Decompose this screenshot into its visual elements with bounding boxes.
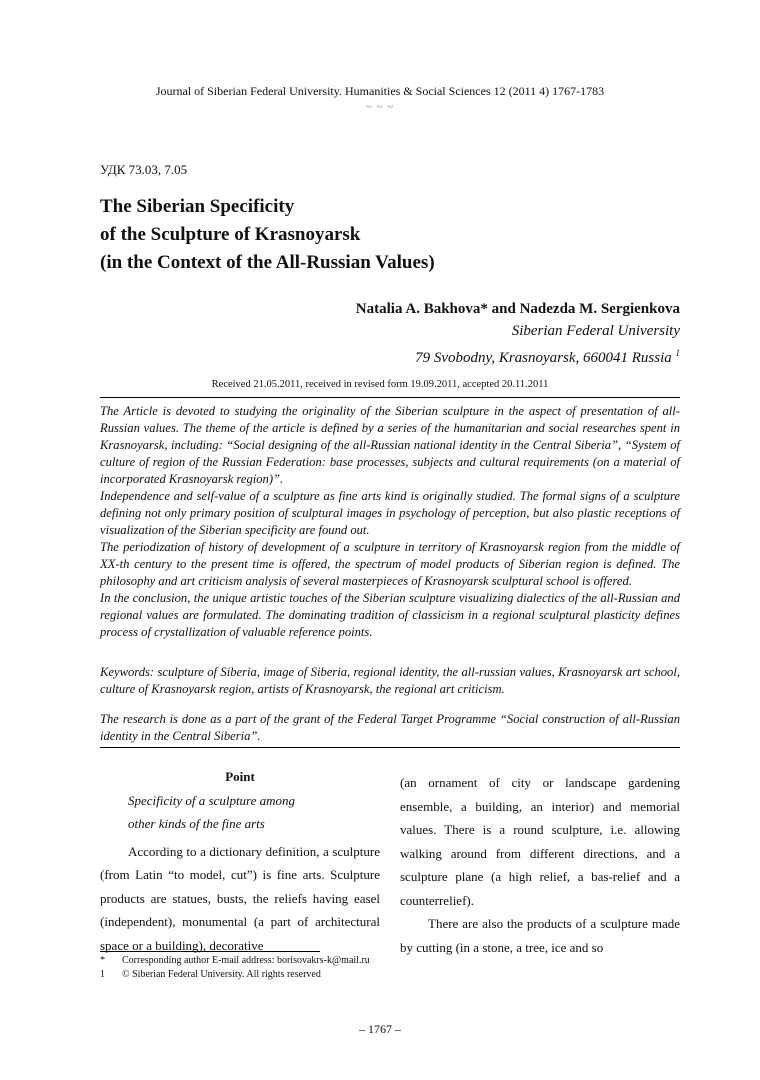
title-line-3: (in the Context of the All-Russian Values) xyxy=(100,252,435,273)
abstract-paragraph-3: The periodization of history of development of a sculpture in territory of Krasnoyarsk region from the middle of XX-th century to the present time is offered, the spectrum of model products of Siberian region is defined. The philosophy and art criticism analysis of several masterpieces of Krasnoyarsk sculptural school is offered. xyxy=(100,540,680,588)
udk-code: УДК 73.03, 7.05 xyxy=(100,162,188,177)
body-paragraph: There are also the products of a sculpture made by cutting (in a stone, a tree, ice and so xyxy=(400,916,680,955)
title-line-1: The Siberian Specificity xyxy=(100,196,295,217)
footnote-1-mark: * xyxy=(100,955,105,966)
footnote-2-mark: 1 xyxy=(100,969,105,980)
address-footnote-mark: 1 xyxy=(675,348,680,358)
header-ornament: ~ ~ ~ xyxy=(365,101,395,113)
footnote-rule xyxy=(100,951,320,952)
abstract-top-rule xyxy=(100,397,680,398)
author-address: 79 Svobodny, Krasnoyarsk, 660041 Russia xyxy=(415,350,672,366)
keywords: Keywords: sculpture of Siberia, image of Siberia, regional identity, the all-russian values, Krasnoyarsk art school, culture of Krasnoyarsk region, artists of Krasnoyarsk, the regional art criticism. xyxy=(100,665,680,696)
abstract-paragraph-2: Independence and self-value of a sculpture as fine arts kind is originally studied. The formal signs of a sculpture defining not only primary position of sculptural images in psychology of perception, but also plastic receptions of visualization of the Siberian specificity are found out. xyxy=(100,489,680,537)
title-line-2: of the Sculpture of Krasnoyarsk xyxy=(100,224,361,245)
article-title xyxy=(100,193,435,277)
section-subheading-line-1: Specificity of a sculpture among xyxy=(128,792,296,808)
section-subheading-line-2: other kinds of the fine arts xyxy=(128,816,265,831)
author-address-line xyxy=(356,342,680,369)
footnote-1-text: Corresponding author E-mail address: borisovakrs-k@mail.ru xyxy=(122,955,370,966)
abstract xyxy=(100,403,680,641)
body-paragraph: According to a dictionary definition, a sculpture (from Latin “to model, cut”) is fine arts. Sculpture products are statues, busts, the reliefs having easel (independent), monumental (a part of architectural space or a building), decorative xyxy=(100,843,380,953)
author-affiliation: Siberian Federal University xyxy=(511,323,680,339)
journal-header: Journal of Siberian Federal University. Humanities & Social Sciences 12 (2011 4) 1767-1783 xyxy=(155,84,605,98)
author-names: Natalia A. Bakhova* and Nadezda M. Sergienkova xyxy=(355,301,680,317)
footnote-2-text: © Siberian Federal University. All rights reserved xyxy=(122,969,321,980)
footnote-1 xyxy=(100,955,370,966)
body-left-column xyxy=(100,765,380,957)
grant-note: The research is done as a part of the grant of the Federal Target Programme “Social construction of all-Russian identity in the Central Siberia”. xyxy=(100,712,680,743)
section-heading: Point xyxy=(225,769,255,784)
abstract-paragraph-4: In the conclusion, the unique artistic touches of the Siberian sculpture visualizing dialectics of the all-Russian and regional values are formulated. The dominating tradition of classicism in a regional sculptural plasticity defines process of crystallization of valuable reference points. xyxy=(100,591,680,639)
body-paragraph: (an ornament of city or landscape gardening ensemble, a building, an interior) and memorial values. There is a round sculpture, i.e. allowing walking around from different directions, and a sculpture plane (a high relief, a bas-relief and a counterrelief). xyxy=(400,775,680,908)
abstract-bottom-rule xyxy=(100,747,680,748)
page-number: – 1767 – xyxy=(359,1022,401,1036)
footnote-2 xyxy=(100,969,321,980)
author-block xyxy=(356,298,680,369)
body-right-column xyxy=(400,771,680,959)
abstract-paragraph-1: The Article is devoted to studying the originality of the Siberian sculpture in the aspect of presentation of all-Russian values. The theme of the article is defined by a series of the humanitarian and social researches spent in Krasnoyarsk, including: “Social designing of the all-Russian national identity in the Central Siberia”, “System of culture of region of the Russian Federation: base processes, subjects and cultural requirements (on a material of incorporated Krasnoyarsk region)”. xyxy=(100,404,680,486)
received-dates: Received 21.05.2011, received in revised form 19.09.2011, accepted 20.11.2011 xyxy=(211,379,549,390)
